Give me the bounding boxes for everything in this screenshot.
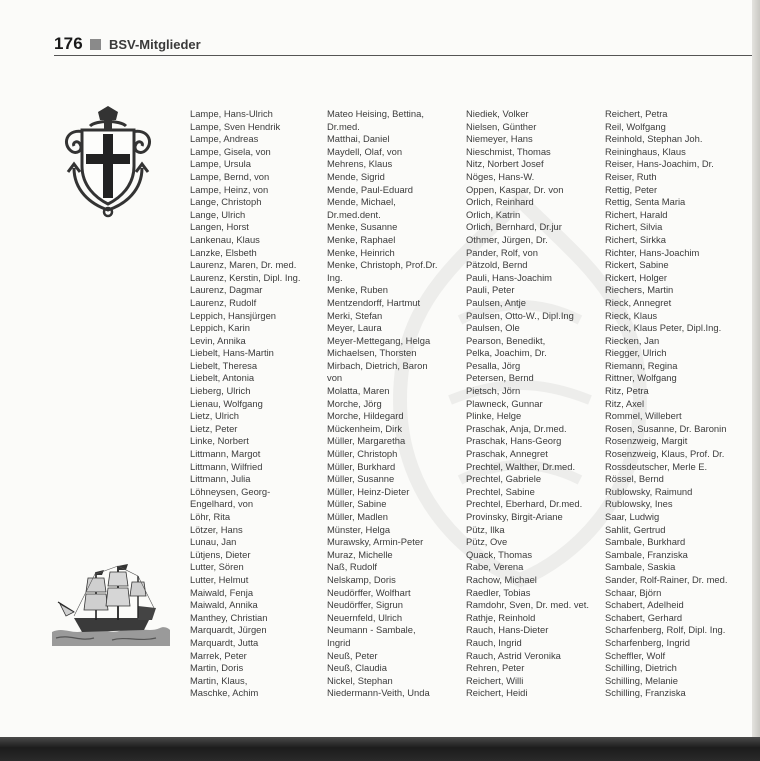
member-name: Müller, Sabine <box>327 498 387 510</box>
member-name: Rehren, Peter <box>466 662 525 674</box>
member-name: Plawneck, Gunnar <box>466 397 543 409</box>
member-name: Lietz, Peter <box>190 422 238 434</box>
member-name: Rettig, Peter <box>605 183 658 195</box>
member-name: Schaar, Björn <box>605 586 662 598</box>
member-name: Pütz, Ove <box>466 536 508 548</box>
header-rule <box>54 55 752 56</box>
member-name: Petersen, Bernd <box>466 372 534 384</box>
member-name: Rieck, Klaus <box>605 309 658 321</box>
page-number: 176 <box>54 34 83 53</box>
sailing-ship-illustration <box>52 562 170 646</box>
member-name: Maiwald, Fenja <box>190 586 254 598</box>
member-name: Maiwald, Annika <box>190 599 258 611</box>
member-name: Laurenz, Dagmar <box>190 284 263 296</box>
member-name: Paulsen, Antje <box>466 296 526 308</box>
member-name: Pütz, Ilka <box>466 523 505 535</box>
member-name: Rachow, Michael <box>466 573 537 585</box>
member-name: Orlich, Katrin <box>466 208 521 220</box>
member-name: Neudörffer, Wolfhart <box>327 586 411 598</box>
member-name: Meyer-Mettegang, Helga <box>327 334 431 346</box>
member-name: Nöges, Hans-W. <box>466 170 535 182</box>
member-name: Mentzendorff, Hartmut <box>327 296 421 308</box>
member-name: Rommel, Willebert <box>605 410 682 422</box>
member-name: Laurenz, Maren, Dr. med. <box>190 259 297 271</box>
member-name: Lange, Christoph <box>190 196 262 208</box>
member-name: Praschak, Anja, Dr.med. <box>466 422 567 434</box>
member-column-4 <box>605 108 745 700</box>
member-name: Menke, Raphael <box>327 233 396 245</box>
member-name: Löhr, Rita <box>190 511 231 522</box>
member-name: Sander, Rolf-Rainer, Dr. med. <box>605 573 728 585</box>
member-name: Maschke, Achim <box>190 687 259 699</box>
header-square-marker <box>90 39 101 50</box>
member-name: Oppen, Kaspar, Dr. von <box>466 183 564 195</box>
member-name: Prechtel, Eberhard, Dr.med. <box>466 498 583 510</box>
member-name: Plinke, Helge <box>466 410 522 422</box>
member-name: Schilling, Dietrich <box>605 662 677 674</box>
member-name: Menke, Susanne <box>327 221 398 233</box>
member-name: Molatta, Maren <box>327 385 390 397</box>
member-name: Scheffler, Wolf <box>605 649 666 661</box>
member-name: Lötzer, Hans <box>190 523 243 535</box>
member-name: Menke, Christoph, Prof.Dr. <box>327 259 438 271</box>
member-name: Rieck, Klaus Peter, Dipl.Ing. <box>605 322 722 334</box>
member-name: Lutter, Sören <box>190 561 244 573</box>
member-name: Schabert, Gerhard <box>605 611 683 623</box>
member-name: Lanzke, Elsbeth <box>190 246 257 258</box>
member-name: Lieberg, Ulrich <box>190 385 251 397</box>
member-name: Nitz, Norbert Josef <box>466 158 544 170</box>
member-name: Rosen, Susanne, Dr. Baronin <box>605 422 727 434</box>
member-name: Orlich, Reinhard <box>466 196 534 208</box>
member-name: Mende, Sigrid <box>327 170 385 182</box>
member-name: Richert, Harald <box>605 208 668 220</box>
member-name: Marrek, Peter <box>190 649 247 661</box>
member-name: Raedler, Tobias <box>466 586 531 598</box>
member-name: Littmann, Wilfried <box>190 460 263 472</box>
member-name: Morche, Jörg <box>327 397 382 409</box>
coat-of-arms-emblem <box>60 106 156 218</box>
member-name: Rieck, Annegret <box>605 296 672 308</box>
member-name: Rickert, Holger <box>605 271 667 283</box>
member-name: Laurenz, Rudolf <box>190 296 257 308</box>
member-name: Nickel, Stephan <box>327 674 393 686</box>
member-name: Merki, Stefan <box>327 309 383 321</box>
member-name: Reichert, Petra <box>605 108 668 119</box>
member-name: Rossdeutscher, Merle E. <box>605 460 708 472</box>
member-name: Ramdohr, Sven, Dr. med. vet. <box>466 599 589 611</box>
member-name: Lunau, Jan <box>190 536 237 548</box>
member-name: Ritz, Petra <box>605 385 649 397</box>
member-name: Prechtel, Sabine <box>466 485 535 497</box>
member-name: Neuernfeld, Ulrich <box>327 611 403 623</box>
member-name: Pander, Rolf, von <box>466 246 538 258</box>
member-name: Mückenheim, Dirk <box>327 422 403 434</box>
member-name: Pearson, Benedikt, <box>466 334 546 346</box>
member-name: Rettig, Senta Maria <box>605 196 686 208</box>
member-name: Reichert, Heidi <box>466 687 528 699</box>
member-name: Prechtel, Walther, Dr.med. <box>466 460 576 472</box>
member-name: Schilling, Franziska <box>605 687 686 699</box>
member-name: Rosenzweig, Klaus, Prof. Dr. <box>605 448 725 460</box>
member-name: Levin, Annika <box>190 334 246 346</box>
member-name: Rabe, Verena <box>466 561 524 573</box>
member-name: Niediek, Volker <box>466 108 529 119</box>
member-name: Rosenzweig, Margit <box>605 435 688 447</box>
member-name: Manthey, Christian <box>190 611 268 623</box>
member-name: Neumann - Sambale, <box>327 624 416 636</box>
member-column-2 <box>327 108 467 700</box>
member-name: Rublowsky, Ines <box>605 498 673 510</box>
member-name: Langen, Horst <box>190 221 249 233</box>
member-name: Ingrid <box>327 636 351 648</box>
member-name: Rittner, Wolfgang <box>605 372 677 384</box>
member-name: Pesalla, Jörg <box>466 359 521 371</box>
member-name: Lampe, Gisela, von <box>190 145 271 157</box>
member-name: Praschak, Annegret <box>466 448 548 460</box>
member-name: Nelskamp, Doris <box>327 573 396 585</box>
member-name: Pätzold, Bernd <box>466 259 528 271</box>
member-name: Neudörffer, Sigrun <box>327 599 403 611</box>
member-name: Lampe, Sven Hendrik <box>190 120 281 132</box>
member-name: Lampe, Hans-Ulrich <box>190 108 273 119</box>
page-edge-shadow <box>752 0 760 740</box>
member-name: Rössel, Bernd <box>605 473 664 485</box>
member-name: Mateo Heising, Bettina, <box>327 108 424 119</box>
member-name: Müller, Christoph <box>327 448 398 460</box>
member-name: Praschak, Hans-Georg <box>466 435 562 447</box>
member-name: Mehrens, Klaus <box>327 158 393 170</box>
member-name: Lampe, Bernd, von <box>190 170 270 182</box>
member-name: Lütjens, Dieter <box>190 548 251 560</box>
member-name: Müller, Susanne <box>327 473 395 485</box>
member-name: Lutter, Helmut <box>190 573 249 585</box>
member-name: Provinsky, Birgit-Ariane <box>466 511 563 522</box>
member-name: Niedermann-Veith, Unda <box>327 687 430 699</box>
member-name: Meyer, Laura <box>327 322 382 334</box>
member-name: Niemeyer, Hans <box>466 133 533 145</box>
member-name: Nielsen, Günther <box>466 120 537 132</box>
member-name: Richert, Sirkka <box>605 233 666 245</box>
member-column-3 <box>466 108 606 700</box>
member-name: Sambale, Franziska <box>605 548 688 560</box>
member-name: Saar, Ludwig <box>605 511 660 522</box>
member-name: Laurenz, Kerstin, Dipl. Ing. <box>190 271 301 283</box>
member-name: Sambale, Burkhard <box>605 536 686 548</box>
member-name: Lankenau, Klaus <box>190 233 260 245</box>
member-name: Münster, Helga <box>327 523 391 535</box>
member-name: Rauch, Ingrid <box>466 636 522 648</box>
member-name: Liebelt, Antonia <box>190 372 255 384</box>
member-name: Prechtel, Gabriele <box>466 473 542 485</box>
member-name: Maydell, Olaf, von <box>327 145 403 157</box>
member-name: Lienau, Wolfgang <box>190 397 263 409</box>
page-header <box>54 34 752 54</box>
section-title: BSV-Mitglieder <box>108 36 201 52</box>
member-name: Marquardt, Jutta <box>190 636 259 648</box>
member-name: Orlich, Bernhard, Dr.jur <box>466 221 562 233</box>
member-name: Murawsky, Armin-Peter <box>327 536 424 548</box>
member-name: Naß, Rudolf <box>327 561 378 573</box>
member-name: Pauli, Hans-Joachim <box>466 271 552 283</box>
member-name: Richter, Hans-Joachim <box>605 246 700 258</box>
member-name: Schilling, Melanie <box>605 674 678 686</box>
member-name: Ritz, Axel <box>605 397 645 409</box>
member-name: von <box>327 372 343 384</box>
member-name: Müller, Heinz-Dieter <box>327 485 410 497</box>
member-name: Mende, Michael, <box>327 196 396 208</box>
member-name: Lietz, Ulrich <box>190 410 239 422</box>
member-name: Marquardt, Jürgen <box>190 624 267 636</box>
member-name: Rublowsky, Raimund <box>605 485 693 497</box>
member-name: Rauch, Hans-Dieter <box>466 624 549 636</box>
member-name: Menke, Heinrich <box>327 246 395 258</box>
member-name: Dr.med. <box>327 120 360 132</box>
member-name: Löhneysen, Georg- <box>190 485 271 497</box>
member-name: Neuß, Claudia <box>327 662 387 674</box>
member-name: Reininghaus, Klaus <box>605 145 686 157</box>
member-name: Quack, Thomas <box>466 548 533 560</box>
member-name: Rickert, Sabine <box>605 259 669 271</box>
member-name: Mende, Paul-Eduard <box>327 183 413 195</box>
member-name: Leppich, Karin <box>190 322 250 334</box>
member-name: Rathje, Reinhold <box>466 611 536 623</box>
member-name: Riechers, Martin <box>605 284 674 296</box>
member-name: Reil, Wolfgang <box>605 120 666 132</box>
member-name: Linke, Norbert <box>190 435 249 447</box>
member-name: Schabert, Adelheid <box>605 599 684 611</box>
member-name: Riecken, Jan <box>605 334 660 346</box>
member-name: Sahlit, Gertrud <box>605 523 666 535</box>
member-name: Othmer, Jürgen, Dr. <box>466 233 548 245</box>
member-name: Martin, Klaus, <box>190 674 248 686</box>
member-name: Rauch, Astrid Veronika <box>466 649 561 661</box>
member-name: Müller, Burkhard <box>327 460 396 472</box>
member-name: Reinhold, Stephan Joh. <box>605 133 703 145</box>
member-name: Nieschmist, Thomas <box>466 145 551 157</box>
member-name: Menke, Ruben <box>327 284 388 296</box>
member-name: Reichert, Willi <box>466 674 524 686</box>
member-name: Riegger, Ulrich <box>605 347 667 359</box>
scan-bottom-edge <box>0 737 760 761</box>
member-name: Lange, Ulrich <box>190 208 246 220</box>
member-name: Matthai, Daniel <box>327 133 390 145</box>
member-name: Morche, Hildegard <box>327 410 404 422</box>
member-name: Reiser, Ruth <box>605 170 657 182</box>
member-name: Pauli, Peter <box>466 284 515 296</box>
member-name: Dr.med.dent. <box>327 208 381 220</box>
member-name: Engelhard, von <box>190 498 254 510</box>
member-name: Neuß, Peter <box>327 649 378 661</box>
member-name: Littmann, Margot <box>190 448 261 460</box>
member-name: Pietsch, Jörn <box>466 385 521 397</box>
member-name: Muraz, Michelle <box>327 548 393 560</box>
member-name: Leppich, Hansjürgen <box>190 309 276 321</box>
member-name: Riemann, Regina <box>605 359 678 371</box>
member-name: Mirbach, Dietrich, Baron <box>327 359 428 371</box>
member-name: Scharfenberg, Ingrid <box>605 636 690 648</box>
member-name: Sambale, Saskia <box>605 561 676 573</box>
member-name: Michaelsen, Thorsten <box>327 347 417 359</box>
member-name: Liebelt, Hans-Martin <box>190 347 274 359</box>
member-name: Paulsen, Otto-W., Dipl.Ing <box>466 309 574 321</box>
member-name: Lampe, Andreas <box>190 133 259 145</box>
member-name: Lampe, Heinz, von <box>190 183 269 195</box>
member-name: Liebelt, Theresa <box>190 359 258 371</box>
member-name: Reiser, Hans-Joachim, Dr. <box>605 158 714 170</box>
member-name: Martin, Doris <box>190 662 244 674</box>
member-name: Pelka, Joachim, Dr. <box>466 347 547 359</box>
member-name: Richert, Silvia <box>605 221 663 233</box>
member-name: Littmann, Julia <box>190 473 251 485</box>
member-name: Scharfenberg, Rolf, Dipl. Ing. <box>605 624 726 636</box>
member-name: Ing. <box>327 271 343 283</box>
member-name: Müller, Madlen <box>327 511 388 522</box>
member-column-1 <box>190 108 330 700</box>
member-name: Paulsen, Ole <box>466 322 520 334</box>
member-name: Lampe, Ursula <box>190 158 251 170</box>
member-name: Müller, Margaretha <box>327 435 406 447</box>
